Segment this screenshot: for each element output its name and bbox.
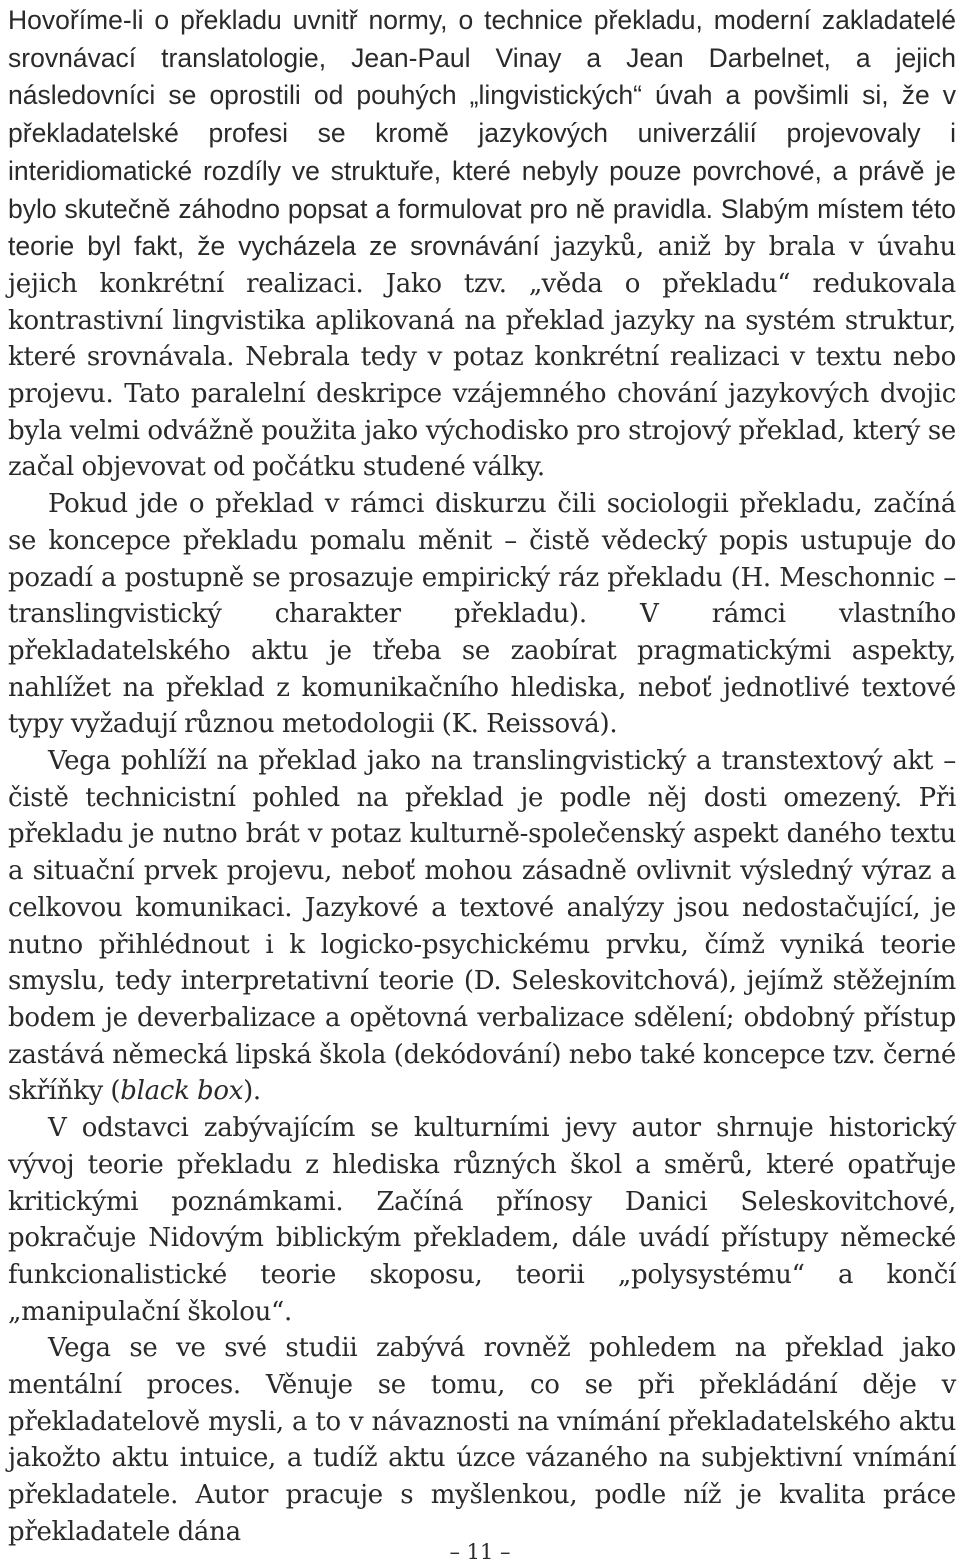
italic-term: black box bbox=[120, 1076, 244, 1107]
paragraph-5: Vega se ve své studii zabývá rovněž pohledem na překlad jako mentální proces. Věnuje se tomu, co se při překládání děje v překladatelově mysli, a to v návaznosti na vnímání překladatelského aktu jakožto aktu intuice, a tudíž aktu úzce vázaného na subjektivní vnímání překladatele. Autor pracuje s myšlenkou, podle níž je kvalita práce překladatele dána bbox=[8, 1333, 956, 1547]
paragraph-3-closing: ). bbox=[243, 1076, 261, 1107]
paragraph-3-text: Vega pohlíží na překlad jako na translingvistický a transtextový akt – čistě technicistní pohled na překlad je podle něj dosti omezený. Při překladu je nutno brát v potaz kulturně-společenský aspekt daného textu a situační prvek projevu, neboť mohou zásadně ovlivnit výsledný výraz a celkovou komunikaci. Jazykové a textové analýzy jsou nedostačující, je nutno přihlédnout i k logicko-psychickému prvku, čímž vyniká teorie smyslu, tedy interpretativní teorie (D. Seleskovitchová), jejímž stěžejním bodem je deverbalizace a opětovná verbalizace sdělení; obdobný přístup zastává německá lipská škola (dekódování) nebo také koncepce tzv. černé skříňky ( bbox=[8, 746, 956, 1107]
paragraph-3 bbox=[8, 743, 956, 1110]
paragraph-1-sans-text: Hovoříme-li o překladu uvnitř normy, o technice překladu, moderní zakladatelé srovnávací translatologie, Jean-Paul Vinay a Jean Darbelnet, a jejich následovníci se oprostili od pouhých „lingvistických“ úvah a povšimli si, že v překladatelské profesi se kromě jazykových univerzálií projevovaly i interidiomatické rozdíly ve struktuře, které nebyly pouze povrchové, a právě je bylo skutečně záhodno popsat a formulovat pro ně pravidla. Slabým místem této teorie byl fakt, že vycházela ze srovnávání bbox=[8, 5, 956, 262]
document-page bbox=[8, 2, 956, 1551]
page-number: – 11 – bbox=[449, 1540, 511, 1564]
paragraph-1 bbox=[8, 2, 956, 486]
paragraph-4: V odstavci zabývajícím se kulturními jevy autor shrnuje historický vývoj teorie překladu z hlediska různých škol a směrů, které opatřuje kritickými poznámkami. Začíná přínosy Danici Seleskovitchové, pokračuje Nidovým biblickým překladem, dále uvádí přístupy německé funkcionalistické teorie skoposu, teorii „polysystému“ a končí „manipulační školou“. bbox=[8, 1113, 956, 1327]
paragraph-2: Pokud jde o překlad v rámci diskurzu čili sociologii překladu, začíná se koncepce překladu pomalu měnit – čistě vědecký popis ustupuje do pozadí a postupně se prosazuje empirický ráz překladu (H. Meschonnic – translingvistický charakter překladu). V rámci vlastního překladatelského aktu je třeba se zaobírat pragmatickými aspekty, nahlížet na překlad z komunikačního hlediska, neboť jednotlivé textové typy vyžadují různou metodologii (K. Reissová). bbox=[8, 489, 956, 740]
paragraph-1-serif-text: jazyků, aniž by brala v úvahu jejich konkrétní realizaci. Jako tzv. „věda o překladu“ redukovala kontrastivní lingvistika aplikovaná na překlad jazyky na systém struktur, které srovnávala. Nebrala tedy v potaz konkrétní realizaci v textu nebo projevu. Tato paralelní deskripce vzájemného chování jazykových dvojic byla velmi odvážně použita jako východisko pro strojový překlad, který se začal objevovat od počátku studené války. bbox=[8, 232, 956, 483]
